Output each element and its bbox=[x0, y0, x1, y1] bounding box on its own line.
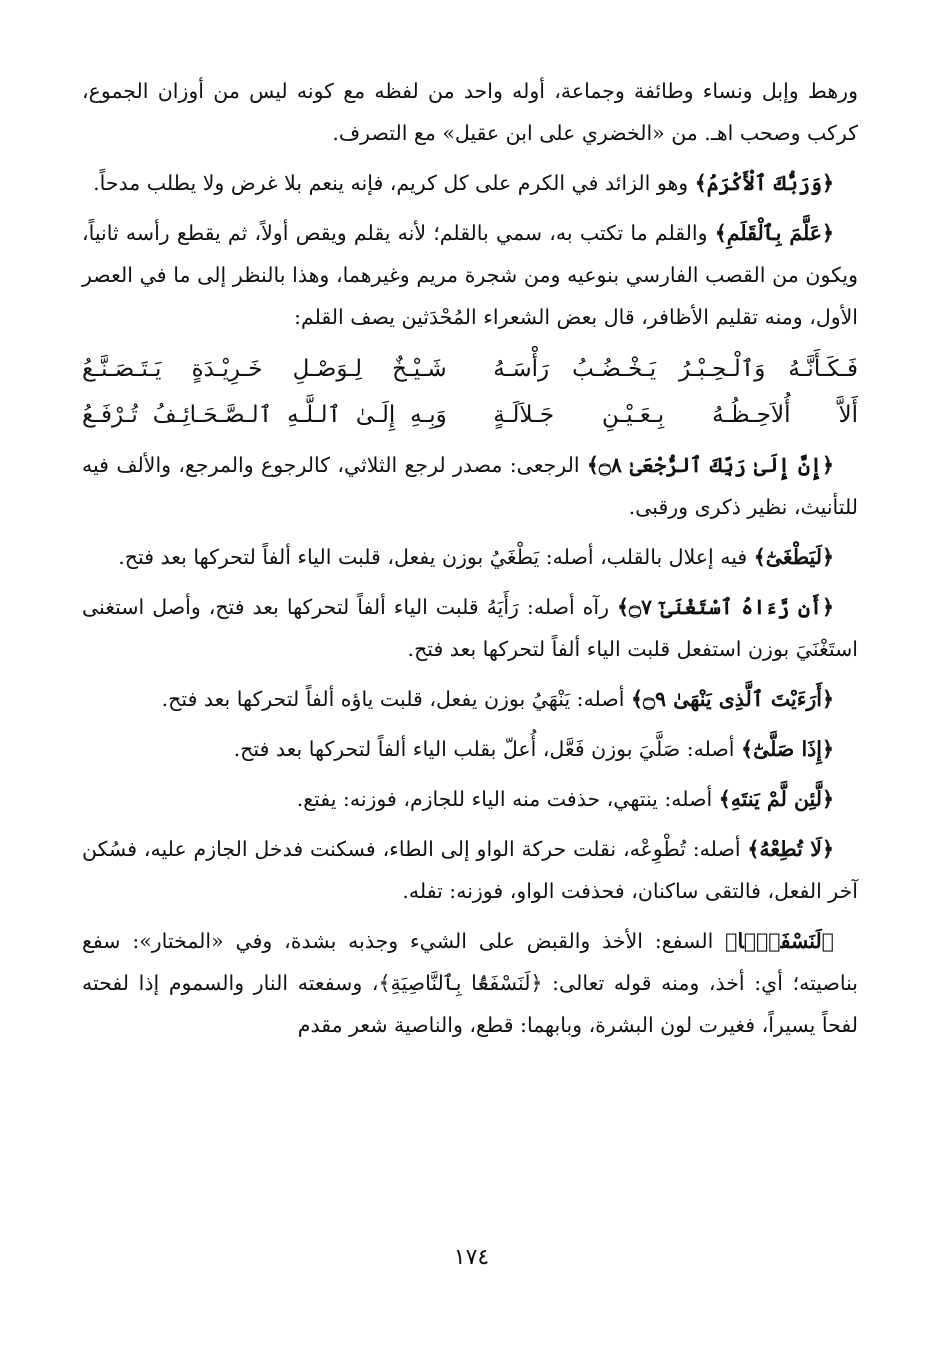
quran-verse-wa-rabbuka-al-akram: ﴿وَرَبُّكَ ٱلْأَكْرَمُ﴾ bbox=[694, 171, 834, 195]
paragraph-1-text: ورهط وإبل ونساء وطائفة وجماعة، أوله واحد من لفظه مع كونه ليس من أوزان الجموع، كركب وصحب اهـ. من «الخضري على ابن عقيل» مع التصرف. bbox=[82, 79, 858, 145]
poem-verse-2 bbox=[82, 392, 858, 438]
paragraph-3 bbox=[82, 212, 858, 338]
page-body bbox=[82, 70, 858, 1054]
paragraph-3-text: والقلم ما تكتب به، سمي بالقلم؛ لأنه يقلم ويقص أولاً، ثم يقطع رأسه ثانياً، ويكون من القصب الفارسي بنوعيه ومن شجرة مريم وغيرهما، وهذا بالنظر إلى ما في العصر الأول، ومنه تقليم الأظافر، قال بعض الشعراء المُحْدَثين يصف القلم: bbox=[82, 221, 858, 329]
paragraph-8 bbox=[82, 728, 858, 770]
paragraph-2-text: وهو الزائد في الكرم على كل كريم، فإنه ينعم بلا غرض ولا يطلب مدحاً. bbox=[93, 171, 695, 195]
poem-verse-1-first-hemistich: فَـكَـأَنَّـهُ وَٱلْـحِـبْـرُ يَـخْـضُـبُ رَأْسَـهُ bbox=[493, 356, 858, 382]
paragraph-7 bbox=[82, 678, 858, 720]
quran-verse-an-raahu-istaghna: ﴿أَن رَّءَاهُ ٱسْتَغْنَىٰٓ ۝٧﴾ bbox=[617, 595, 834, 619]
poem-verse-1-second-hemistich: شَـيْـخٌ لِـوَصْـلِ خَـرِيْـدَةٍ يَـتَـصَـنَّـعُ bbox=[82, 356, 447, 382]
quran-verse-lain-lam-yantahi: ﴿لَّئِن لَّمْ يَنتَهِ﴾ bbox=[718, 787, 834, 811]
quran-verse-la-yatgha: ﴿لَيَطْغَىٰٓ﴾ bbox=[753, 545, 834, 569]
paragraph-2 bbox=[82, 162, 858, 204]
poem bbox=[82, 346, 858, 438]
quran-verse-idha-salla: ﴿إِذَا صَلَّىٰٓ﴾ bbox=[741, 737, 834, 761]
poem-verse-1 bbox=[82, 346, 858, 392]
quran-verse-araayta-alladhi-yanha: ﴿أَرَءَيْتَ ٱلَّذِى يَنْهَىٰ ۝٩﴾ bbox=[630, 687, 834, 711]
quran-verse-allama-bil-qalam: ﴿عَلَّمَ بِٱلْقَلَمِ﴾ bbox=[714, 221, 834, 245]
paragraph-5 bbox=[82, 536, 858, 578]
paragraph-6 bbox=[82, 586, 858, 670]
paragraph-9 bbox=[82, 778, 858, 820]
poem-verse-2-second-hemistich: وَبِـهِ إِلَـىٰ ٱلـلَّـهِ ٱلـصَّـحَـائِـفُ تُـرْفَـعُ bbox=[82, 402, 447, 428]
page-number: ١٧٤ bbox=[453, 1245, 490, 1270]
paragraph-6-text: رآه أصله: رَأَيَهُ قلبت الياء ألفاً لتحركها بعد فتح، وأصل استغنى استَغْنَيَ بوزن استفعل قلبت الياء ألفاً لتحركها بعد فتح. bbox=[82, 595, 858, 661]
paragraph-1 bbox=[82, 70, 858, 154]
paragraph-11-text: السفع: الأخذ والقبض على الشيء وجذبه بشدة، وفي «المختار»: سفع بناصيته؛ أي: أخذ، ومنه قوله تعالى: ﴿لَنَسْفَعًۢا بِٱلنَّاصِيَةِ﴾، وسفعته النار والسموم إذا لفحته لفحاً يسيراً، فغيرت لون البشرة، وبابهما: قطع، والناصية شعر مقدم bbox=[82, 929, 858, 1037]
quran-verse-ila-rabbika-ar-rujaa: ﴿إِنَّ إِلَىٰ رَبِّكَ ٱلرُّجْعَىٰ ۝٨﴾ bbox=[586, 453, 834, 477]
quran-verse-la-tutihu: ﴿لَا تُطِعْهُ﴾ bbox=[747, 837, 834, 861]
paragraph-4 bbox=[82, 444, 858, 528]
paragraph-11 bbox=[82, 920, 858, 1046]
paragraph-9-text: أصله: ينتهي، حذفت منه الياء للجازم، فوزنه: يفتع. bbox=[296, 787, 719, 811]
paragraph-7-text: أصله: يَنْهَيُ بوزن يفعل، قلبت ياؤه ألفاً لتحركها بعد فتح. bbox=[161, 687, 631, 711]
paragraph-4-text: الرجعى: مصدر لرجع الثلاثي، كالرجوع والمرجع، والألف فيه للتأنيث، نظير ذكرى ورقبى. bbox=[82, 453, 858, 519]
paragraph-10 bbox=[82, 828, 858, 912]
poem-verse-2-first-hemistich: أَلاَّ أُلاَحِـظُـهُ بِـعَـيْـنِ جَـلاَلَـةٍ bbox=[493, 402, 858, 428]
paragraph-5-text: فيه إعلال بالقلب، أصله: يَطْغَيُ بوزن يفعل، قلبت الياء ألفاً لتحركها بعد فتح. bbox=[118, 545, 754, 569]
paragraph-10-text: أصله: تُطْوِعْه، نقلت حركة الواو إلى الطاء، فسكنت فدخل الجازم عليه، فسُكن آخر الفعل، فالتقى ساكنان، فحذفت الواو، فوزنه: تفله. bbox=[82, 837, 858, 903]
paragraph-8-text: أصله: صَلَّيَ بوزن فَعَّل، أُعلّ بقلب الياء ألفاً لتحركها بعد فتح. bbox=[233, 737, 742, 761]
quran-verse-lanasfaan: ﴿لَنَسْفَعًۢا﴾ bbox=[725, 929, 834, 953]
